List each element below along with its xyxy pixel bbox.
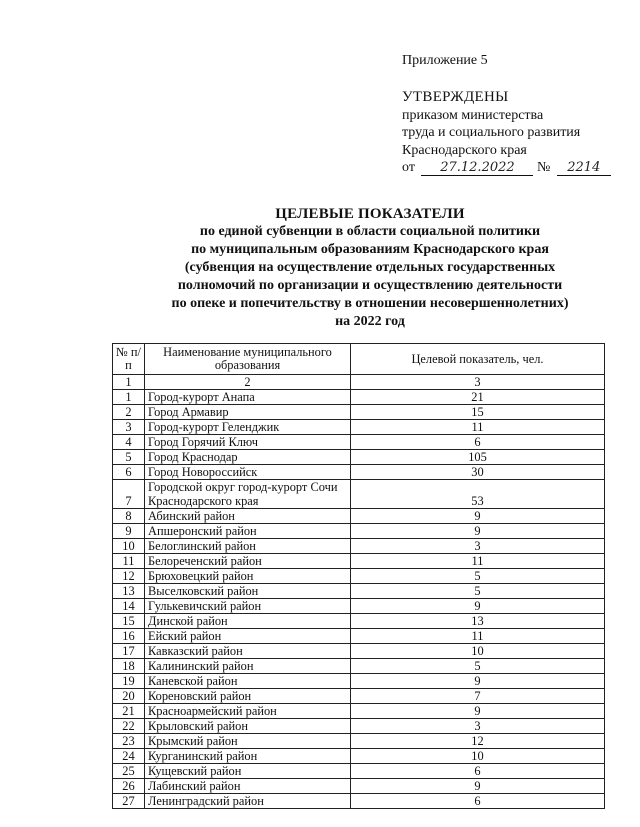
table-row <box>113 420 605 435</box>
row-municipality: Кущевский район <box>145 764 351 779</box>
row-target-value: 7 <box>351 689 605 704</box>
row-municipality: Крыловский район <box>145 719 351 734</box>
title-main: ЦЕЛЕВЫЕ ПОКАЗАТЕЛИ <box>275 206 465 222</box>
table-body <box>113 375 605 809</box>
row-number: 2 <box>113 405 145 420</box>
handwritten-number: 2214 <box>557 160 611 176</box>
table-row <box>113 405 605 420</box>
row-target-value: 6 <box>351 764 605 779</box>
row-municipality: Красноармейский район <box>145 704 351 719</box>
row-target-value: 6 <box>351 794 605 809</box>
table-row <box>113 554 605 569</box>
order-line-1: приказом министерства <box>402 107 544 123</box>
row-number: 27 <box>113 794 145 809</box>
table-row <box>113 719 605 734</box>
table-row <box>113 659 605 674</box>
header-value: Целевой показатель, чел. <box>351 344 605 375</box>
row-number: 3 <box>113 420 145 435</box>
table-row <box>113 524 605 539</box>
row-target-value: 5 <box>351 569 605 584</box>
table-row <box>113 644 605 659</box>
table-row <box>113 450 605 465</box>
table-row <box>113 599 605 614</box>
row-municipality: Белоглинский район <box>145 539 351 554</box>
row-municipality: Брюховецкий район <box>145 569 351 584</box>
row-municipality: Ейский район <box>145 629 351 644</box>
row-municipality: Гулькевичский район <box>145 599 351 614</box>
title-line-4: полномочий по организации и осуществлению деятельности <box>177 278 563 293</box>
approval-block <box>402 89 611 177</box>
row-municipality: Калининский район <box>145 659 351 674</box>
appendix-label: Приложение 5 <box>402 53 488 68</box>
table-header-row <box>113 344 605 375</box>
row-municipality: Абинский район <box>145 509 351 524</box>
row-municipality: Город-курорт Анапа <box>145 390 351 405</box>
row-target-value: 3 <box>351 719 605 734</box>
order-date-line <box>402 159 611 177</box>
table-row <box>113 704 605 719</box>
row-number: 25 <box>113 764 145 779</box>
row-number: 20 <box>113 689 145 704</box>
row-number: 26 <box>113 779 145 794</box>
row-number: 22 <box>113 719 145 734</box>
handwritten-date: 27.12.2022 <box>421 160 533 176</box>
row-number: 1 <box>113 390 145 405</box>
row-municipality: Город-курорт Геленджик <box>145 420 351 435</box>
table-row <box>113 779 605 794</box>
table-row <box>113 480 605 509</box>
row-target-value: 9 <box>351 704 605 719</box>
row-target-value: 53 <box>351 480 605 509</box>
row-target-value: 9 <box>351 599 605 614</box>
from-prefix: от <box>402 160 415 175</box>
row-target-value: 9 <box>351 779 605 794</box>
row-municipality: Город Новороссийск <box>145 465 351 480</box>
table-row <box>113 465 605 480</box>
row-number: 6 <box>113 465 145 480</box>
table-row <box>113 764 605 779</box>
row-target-value: 5 <box>351 584 605 599</box>
table-row <box>113 509 605 524</box>
row-target-value: 13 <box>351 614 605 629</box>
row-number: 19 <box>113 674 145 689</box>
row-target-value: 15 <box>351 405 605 420</box>
column-number: 3 <box>351 375 605 390</box>
title-line-5: по опеке и попечительству в отношении несовершеннолетних) <box>171 296 569 311</box>
title-line-6: на 2022 год <box>335 314 405 329</box>
row-municipality: Динской район <box>145 614 351 629</box>
row-number: 16 <box>113 629 145 644</box>
table-row <box>113 749 605 764</box>
title-line-1: по единой субвенции в области социальной политики <box>199 224 541 239</box>
row-number: 24 <box>113 749 145 764</box>
row-number: 18 <box>113 659 145 674</box>
row-municipality: Каневской район <box>145 674 351 689</box>
row-target-value: 5 <box>351 659 605 674</box>
row-number: 21 <box>113 704 145 719</box>
order-line-3: Краснодарского края <box>402 142 527 158</box>
order-line-2: труда и социального развития <box>402 125 581 140</box>
row-municipality: Городской округ город-курорт Сочи Краснодарского края <box>145 480 351 509</box>
table-row <box>113 689 605 704</box>
table-row <box>113 629 605 644</box>
table-row <box>113 794 605 809</box>
table-row <box>113 539 605 554</box>
row-municipality: Белореченский район <box>145 554 351 569</box>
document-title <box>100 205 640 331</box>
row-target-value: 9 <box>351 674 605 689</box>
row-target-value: 9 <box>351 509 605 524</box>
row-number: 9 <box>113 524 145 539</box>
column-number: 1 <box>113 375 145 390</box>
row-number: 13 <box>113 584 145 599</box>
column-number: 2 <box>145 375 351 390</box>
row-target-value: 9 <box>351 524 605 539</box>
row-municipality: Город Горячий Ключ <box>145 435 351 450</box>
row-target-value: 11 <box>351 420 605 435</box>
row-number: 12 <box>113 569 145 584</box>
row-target-value: 21 <box>351 390 605 405</box>
table-row <box>113 435 605 450</box>
row-municipality: Лабинский район <box>145 779 351 794</box>
row-number: 8 <box>113 509 145 524</box>
table-row <box>113 390 605 405</box>
row-target-value: 30 <box>351 465 605 480</box>
row-municipality: Город Краснодар <box>145 450 351 465</box>
row-number: 10 <box>113 539 145 554</box>
row-municipality: Выселковский район <box>145 584 351 599</box>
targets-table <box>112 343 605 809</box>
header-name: Наименование муниципального образования <box>145 344 351 375</box>
table-row <box>113 614 605 629</box>
row-number: 14 <box>113 599 145 614</box>
row-target-value: 11 <box>351 554 605 569</box>
row-target-value: 6 <box>351 435 605 450</box>
row-number: 15 <box>113 614 145 629</box>
row-number: 11 <box>113 554 145 569</box>
row-number: 4 <box>113 435 145 450</box>
number-prefix: № <box>536 160 551 175</box>
row-target-value: 10 <box>351 644 605 659</box>
row-number: 7 <box>113 480 145 509</box>
row-municipality: Крымский район <box>145 734 351 749</box>
approved-heading: УТВЕРЖДЕНЫ <box>402 89 509 105</box>
table-row <box>113 584 605 599</box>
row-municipality: Курганинский район <box>145 749 351 764</box>
row-municipality: Город Армавир <box>145 405 351 420</box>
table-row <box>113 569 605 584</box>
row-target-value: 3 <box>351 539 605 554</box>
row-municipality: Ленинградский район <box>145 794 351 809</box>
row-target-value: 12 <box>351 734 605 749</box>
title-line-3: (субвенция на осуществление отдельных государственных <box>184 260 556 275</box>
row-number: 23 <box>113 734 145 749</box>
row-number: 5 <box>113 450 145 465</box>
row-target-value: 10 <box>351 749 605 764</box>
row-target-value: 105 <box>351 450 605 465</box>
title-line-2: по муниципальным образованиям Краснодарского края <box>191 242 549 257</box>
column-number-row <box>113 375 605 390</box>
row-municipality: Кореновский район <box>145 689 351 704</box>
row-municipality: Апшеронский район <box>145 524 351 539</box>
row-target-value: 11 <box>351 629 605 644</box>
header-number: № п/п <box>113 344 145 375</box>
table-row <box>113 734 605 749</box>
table-row <box>113 674 605 689</box>
row-municipality: Кавказский район <box>145 644 351 659</box>
row-number: 17 <box>113 644 145 659</box>
